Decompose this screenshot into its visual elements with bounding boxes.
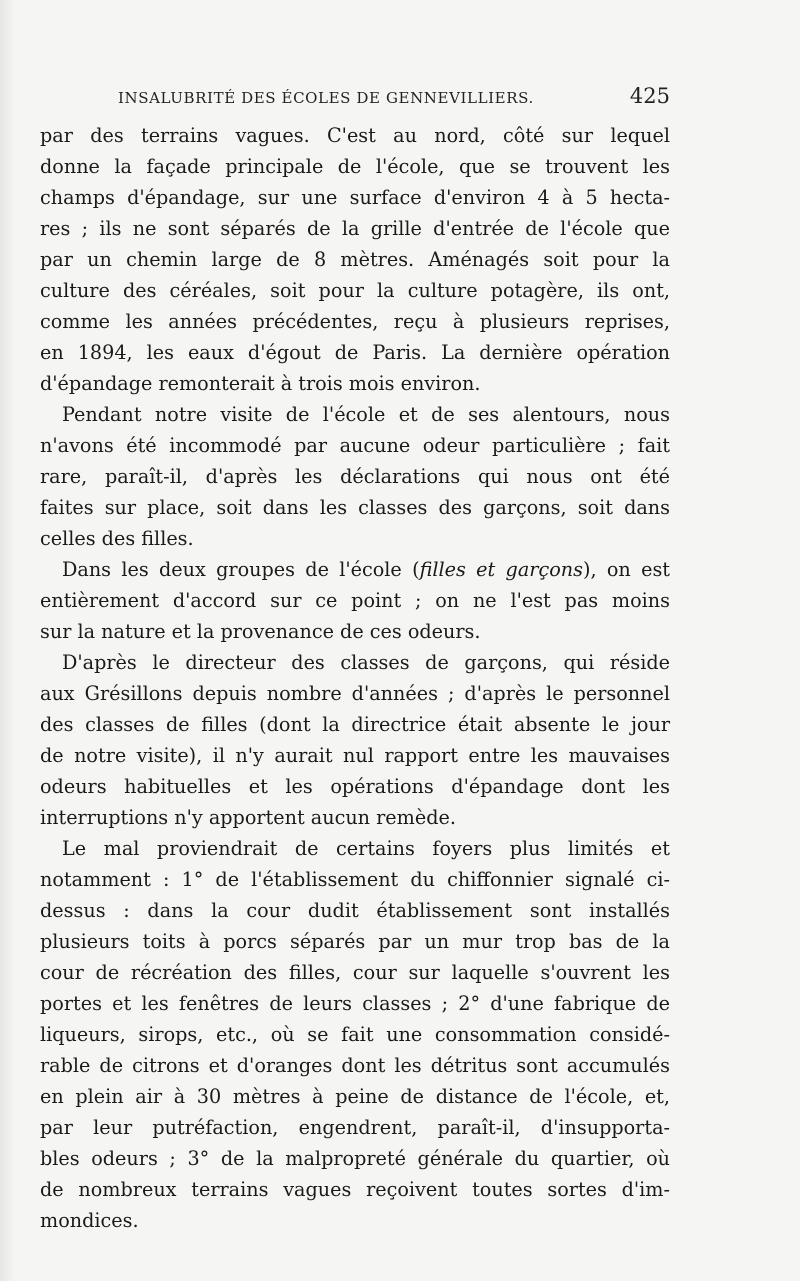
text-line: de notre visite), il n'y aurait nul rapport entre les mauvaises <box>40 744 670 767</box>
text-line: n'avons été incommodé par aucune odeur particulière ; fait <box>40 434 670 457</box>
text-line: D'après le directeur des classes de garçons, qui réside <box>62 651 670 674</box>
text-line: Le mal proviendrait de certains foyers plus limités et <box>62 837 670 860</box>
text-line: liqueurs, sirops, etc., où se fait une consommation considé- <box>40 1023 670 1046</box>
text-line: champs d'épandage, sur une surface d'environ 4 à 5 hecta- <box>40 186 670 209</box>
text-line: en plein air à 30 mètres à peine de distance de l'école, et, <box>40 1085 670 1108</box>
text-line: bles odeurs ; 3° de la malpropreté générale du quartier, où <box>40 1147 670 1170</box>
text-line: rare, paraît-il, d'après les déclarations qui nous ont été <box>40 465 670 488</box>
text-line: plusieurs toits à porcs séparés par un mur trop bas de la <box>40 930 670 953</box>
text-line: en 1894, les eaux d'égout de Paris. La dernière opération <box>40 341 670 364</box>
page-header <box>40 80 670 114</box>
text-line: comme les années précédentes, reçu à plusieurs reprises, <box>40 310 670 333</box>
text-line: rable de citrons et d'oranges dont les détritus sont accumulés <box>40 1054 670 1077</box>
text-line: d'épandage remonterait à trois mois environ. <box>40 372 481 395</box>
text-line: Pendant notre visite de l'école et de ses alentours, nous <box>62 403 670 426</box>
text-line: par un chemin large de 8 mètres. Aménagés soit pour la <box>40 248 670 271</box>
text-line: par leur putréfaction, engendrent, paraît-il, d'insupporta- <box>40 1116 670 1139</box>
text-line: cour de récréation des filles, cour sur laquelle s'ouvrent les <box>40 961 670 984</box>
text-line: de nombreux terrains vagues reçoivent toutes sortes d'im- <box>40 1178 670 1201</box>
italic-phrase: filles et garçons <box>419 558 583 581</box>
text-line: interruptions n'y apportent aucun remède. <box>40 806 456 829</box>
text-line: notamment : 1° de l'établissement du chiffonnier signalé ci- <box>40 868 670 891</box>
text-line: res ; ils ne sont séparés de la grille d'entrée de l'école que <box>40 217 670 240</box>
text-line: sur la nature et la provenance de ces odeurs. <box>40 620 481 643</box>
running-head-title: INSALUBRITÉ DES ÉCOLES DE GENNEVILLIERS. <box>118 89 534 107</box>
text-line: odeurs habituelles et les opérations d'épandage dont les <box>40 775 670 798</box>
body-text <box>40 120 670 1236</box>
text-line: par des terrains vagues. C'est au nord, côté sur lequel <box>40 124 670 147</box>
text-line: dessus : dans la cour dudit établissement sont installés <box>40 899 670 922</box>
text-line: des classes de filles (dont la directrice était absente le jour <box>40 713 670 736</box>
text-line: celles des filles. <box>40 527 194 550</box>
text-line: entièrement d'accord sur ce point ; on ne l'est pas moins <box>40 589 670 612</box>
text-line: faites sur place, soit dans les classes des garçons, soit dans <box>40 496 670 519</box>
text-line: culture des céréales, soit pour la culture potagère, ils ont, <box>40 279 670 302</box>
page-gutter-shadow <box>0 0 14 1281</box>
text-line: mondices. <box>40 1209 139 1232</box>
text-line: donne la façade principale de l'école, que se trouvent les <box>40 155 670 178</box>
text-line: aux Grésillons depuis nombre d'années ; d'après le personnel <box>40 682 670 705</box>
page-number: 425 <box>629 84 670 108</box>
text-line: portes et les fenêtres de leurs classes ; 2° d'une fabrique de <box>40 992 670 1015</box>
text-line: Dans les deux groupes de l'école (filles et garçons), on est <box>62 558 671 581</box>
